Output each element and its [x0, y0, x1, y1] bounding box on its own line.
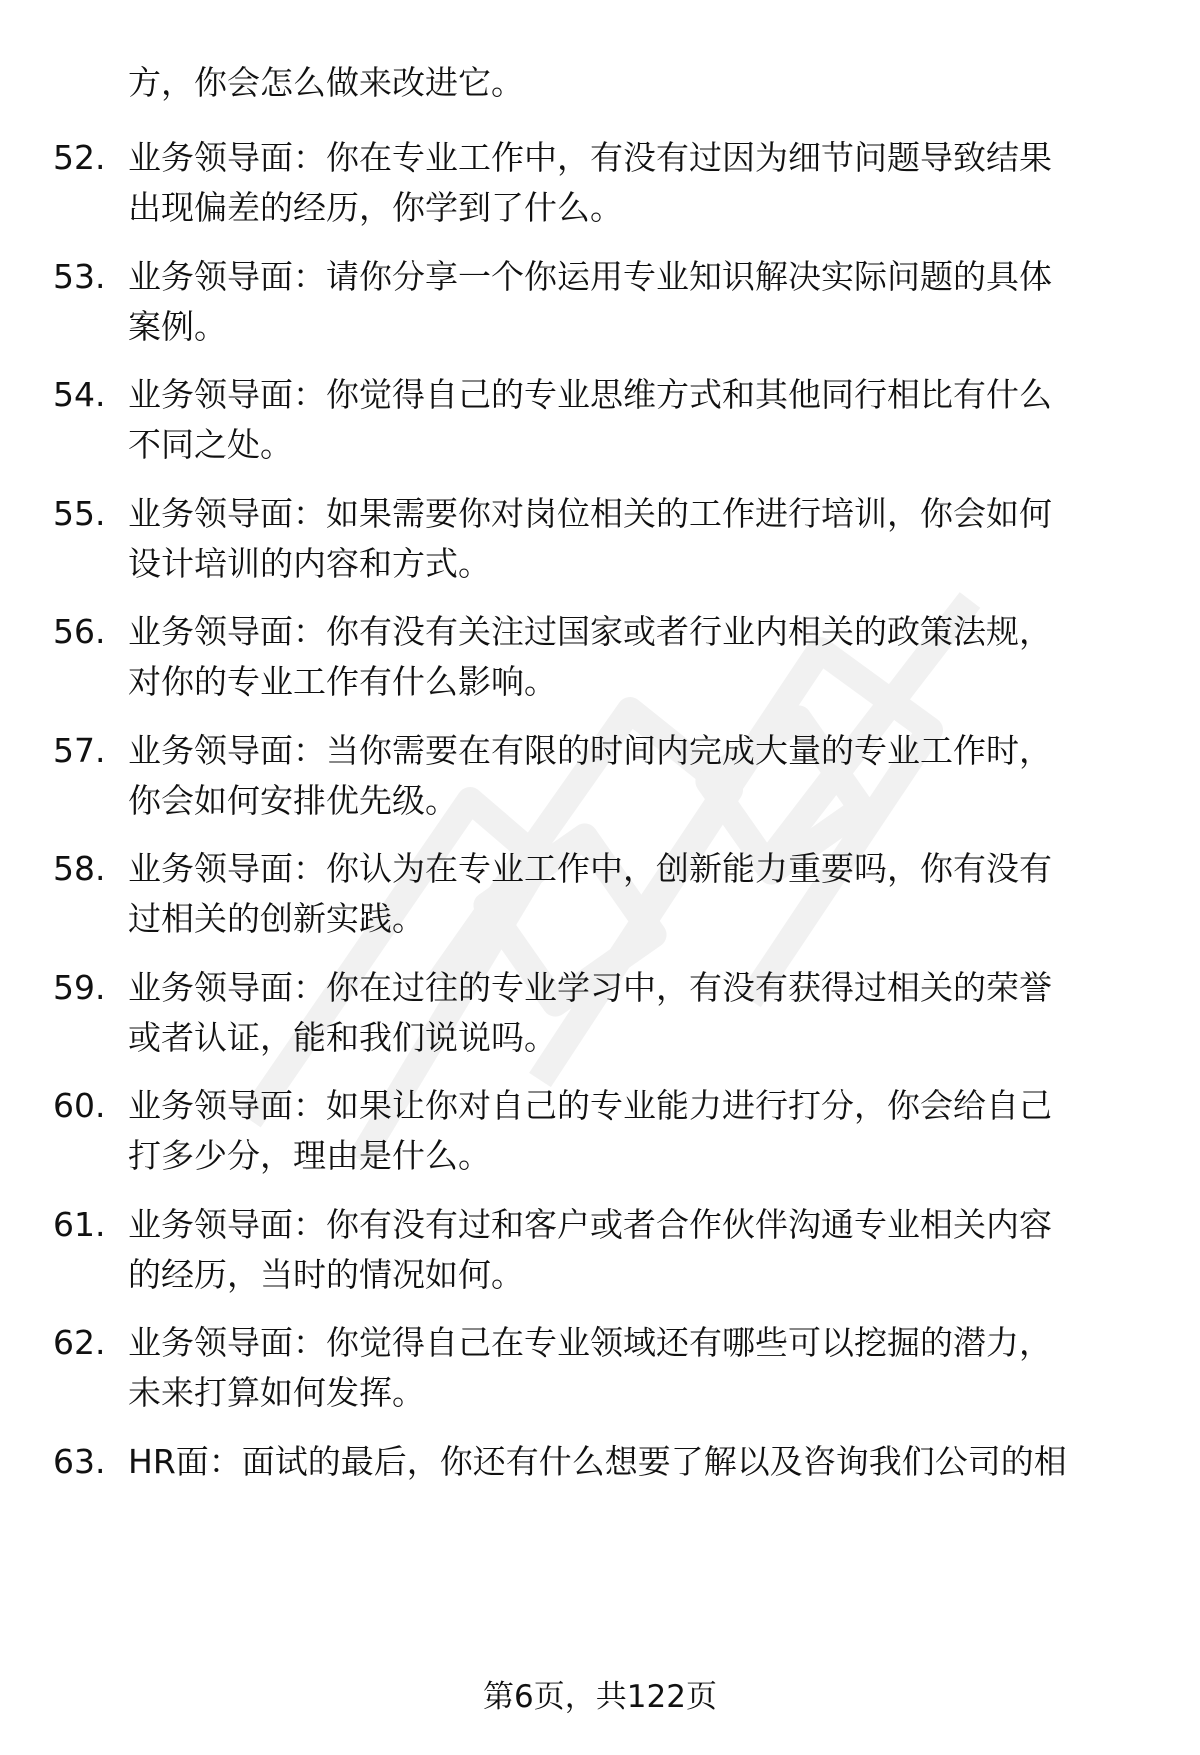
question-line: 过相关的创新实践。 [128, 899, 425, 938]
question-line: 业务领导面：你有没有关注过国家或者行业内相关的政策法规， [128, 612, 1052, 651]
question-text [128, 1081, 1148, 1181]
question-line: 案例。 [128, 307, 227, 346]
question-line: 业务领导面：你觉得自己在专业领域还有哪些可以挖掘的潜力， [128, 1323, 1052, 1362]
question-number: 54. [53, 375, 106, 414]
question-line: 设计培训的内容和方式。 [128, 544, 491, 583]
question-line: 业务领导面：你在过往的专业学习中，有没有获得过相关的荣誉 [128, 968, 1052, 1007]
question-line: 业务领导面：如果需要你对岗位相关的工作进行培训，你会如何 [128, 494, 1052, 533]
question-line: 不同之处。 [128, 425, 293, 464]
question-line: 或者认证，能和我们说说吗。 [128, 1018, 557, 1057]
question-number: 62. [53, 1323, 106, 1362]
question-line: 的经历，当时的情况如何。 [128, 1255, 524, 1294]
question-line: 业务领导面：请你分享一个你运用专业知识解决实际问题的具体 [128, 257, 1052, 296]
question-line: 业务领导面：你在专业工作中，有没有过因为细节问题导致结果 [128, 138, 1052, 177]
question-number: 58. [53, 849, 106, 888]
question-number: 56. [53, 612, 106, 651]
question-line: 打多少分，理由是什么。 [128, 1136, 491, 1175]
question-number: 61. [53, 1205, 106, 1244]
question-line: 你会如何安排优先级。 [128, 781, 458, 820]
question-number: 63. [53, 1442, 106, 1481]
question-number: 59. [53, 968, 106, 1007]
question-number: 55. [53, 494, 106, 533]
question-line: 业务领导面：你认为在专业工作中，创新能力重要吗，你有没有 [128, 849, 1052, 888]
question-text [128, 1318, 1148, 1418]
question-line: 业务领导面：当你需要在有限的时间内完成大量的专业工作时， [128, 731, 1052, 770]
question-text [128, 844, 1148, 944]
question-line: HR面：面试的最后，你还有什么想要了解以及咨询我们公司的相 [128, 1442, 1067, 1481]
question-text [128, 963, 1148, 1063]
question-line: 业务领导面：你有没有过和客户或者合作伙伴沟通专业相关内容 [128, 1205, 1052, 1244]
question-text [128, 489, 1148, 589]
question-line: 未来打算如何发挥。 [128, 1373, 425, 1412]
question-text [128, 607, 1148, 707]
page-footer: 第6页，共122页 [483, 1679, 717, 1715]
question-line: 业务领导面：你觉得自己的专业思维方式和其他同行相比有什么 [128, 375, 1052, 414]
question-text [128, 726, 1148, 826]
question-text [128, 133, 1148, 233]
question-number: 52. [53, 138, 106, 177]
question-text [128, 1200, 1148, 1300]
question-number: 53. [53, 257, 106, 296]
question-number: 57. [53, 731, 106, 770]
question-text [128, 1437, 1148, 1487]
question-number: 60. [53, 1086, 106, 1125]
question-line: 业务领导面：如果让你对自己的专业能力进行打分，你会给自己 [128, 1086, 1052, 1125]
question-text [128, 252, 1148, 352]
question-line: 对你的专业工作有什么影响。 [128, 662, 557, 701]
question-line: 出现偏差的经历，你学到了什么。 [128, 188, 623, 227]
question-text [128, 370, 1148, 470]
continuation-text: 方，你会怎么做来改进它。 [128, 63, 524, 102]
